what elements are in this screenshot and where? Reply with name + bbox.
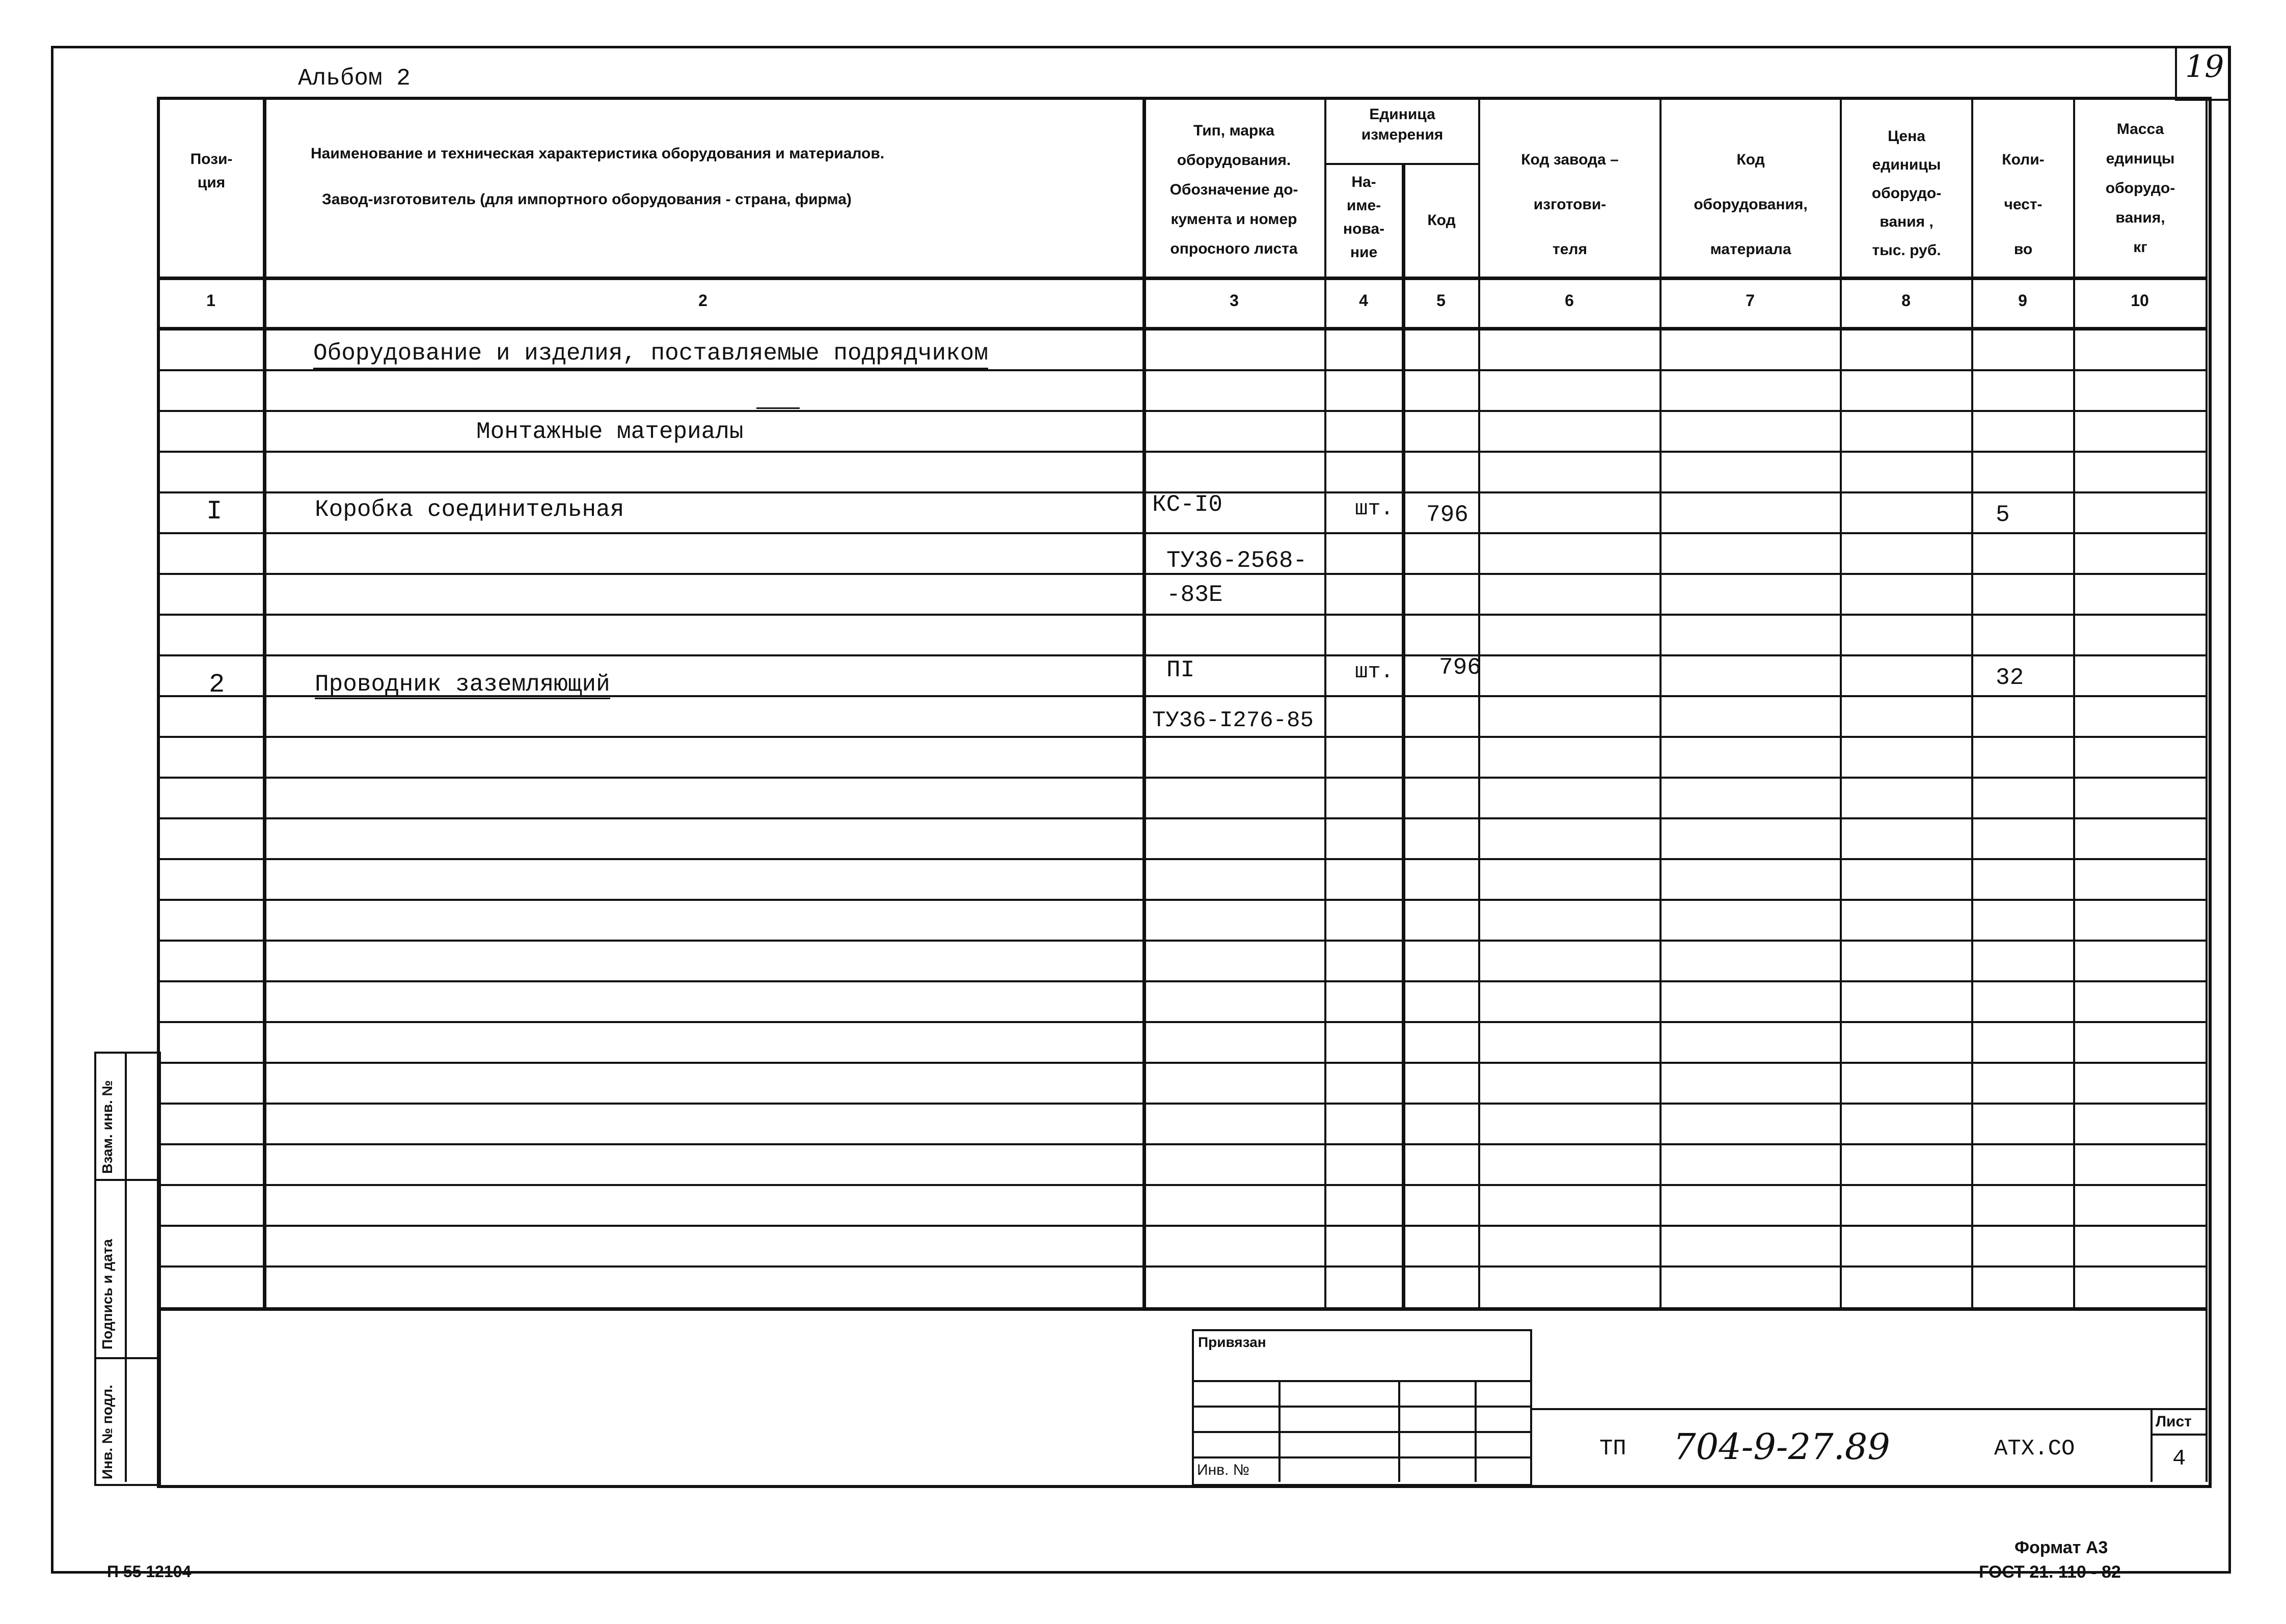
item1-type: КС-I0 <box>1152 491 1223 518</box>
header-col3-l4: кумента и номер <box>1171 211 1297 228</box>
header-col6-l2: изготови- <box>1533 196 1607 213</box>
item2-name: Проводник заземляющий <box>315 671 610 699</box>
item1-code: 796 <box>1426 502 1468 528</box>
header-col7-l3: материала <box>1710 241 1791 258</box>
colnum-8: 8 <box>1901 291 1911 310</box>
row-line <box>157 1103 2208 1105</box>
row-line <box>157 899 2208 901</box>
row-line <box>157 1225 2208 1227</box>
item2-type: ПI <box>1166 657 1195 683</box>
header-col7-l2: оборудования, <box>1694 196 1808 213</box>
header-units-l2: измерения <box>1361 126 1444 143</box>
tp-label: ТП <box>1599 1436 1626 1462</box>
header-col7-l1: Код <box>1736 151 1765 168</box>
header-col8-l1: Цена <box>1888 128 1925 145</box>
item1-unit: шт. <box>1355 497 1394 521</box>
header-col4-l2: име- <box>1346 197 1381 214</box>
header-col2-l1: Наименование и техническая характеристика оборудования и материалов. <box>311 145 885 162</box>
header-col3 <box>1146 116 1322 264</box>
list-box-line <box>2151 1434 2206 1436</box>
side-label-vzam: Взам. инв. № <box>99 1080 115 1174</box>
header-col3-l1: Тип, марка <box>1193 122 1274 139</box>
list-label: Лист <box>2156 1413 2192 1430</box>
album-label: Альбом 2 <box>298 65 411 92</box>
item1-doc2: -83Е <box>1166 582 1223 608</box>
col-divider-10 <box>2206 97 2208 1482</box>
doc-number: 704-9-27.89 <box>1673 1426 1890 1468</box>
header-col10 <box>2076 115 2205 262</box>
table-bottom-line <box>157 1307 2208 1311</box>
section-title: Оборудование и изделия, поставляемые подрядчиком <box>313 340 988 370</box>
header-col9-l3: во <box>2013 241 2033 258</box>
side-stamp-row <box>94 1357 159 1359</box>
header-col6-l3: теля <box>1553 241 1587 258</box>
header-col4-l4: ние <box>1350 244 1378 261</box>
item2-doc1: ТУ36-I276-85 <box>1152 708 1314 733</box>
header-col9 <box>1974 137 2072 272</box>
gost-label: ГОСТ 21. 110 - 82 <box>1979 1562 2121 1582</box>
stamp-privyazan-label: Привязан <box>1198 1334 1266 1350</box>
header-col4-l3: нова- <box>1343 221 1385 237</box>
item1-name: Коробка соединительная <box>315 497 624 523</box>
row-line <box>157 858 2208 860</box>
colnum-bottom-line <box>157 327 2208 331</box>
format-label: Формат А3 <box>2015 1538 2108 1557</box>
header-col3-l2: оборудования. <box>1177 152 1291 169</box>
header-col8-l4: вания , <box>1880 213 1934 230</box>
header-col8 <box>1843 122 1970 265</box>
colnum-2: 2 <box>698 291 707 310</box>
side-label-inv: Инв. № подл. <box>99 1385 115 1479</box>
row-line <box>157 1143 2208 1145</box>
stamp-inv-label: Инв. № <box>1197 1462 1249 1478</box>
header-units-group <box>1327 104 1478 145</box>
row-line <box>157 451 2208 453</box>
header-col10-l3: оборудо- <box>2105 180 2175 197</box>
header-bottom-line <box>157 277 2208 280</box>
header-col3-l5: опросного листа <box>1170 240 1298 257</box>
header-col7 <box>1663 137 1839 272</box>
colnum-7: 7 <box>1746 291 1755 310</box>
list-value: 4 <box>2172 1446 2186 1472</box>
side-label-podpis: Подпись и дата <box>99 1239 115 1350</box>
row-line <box>157 614 2208 616</box>
item2-code: 796 <box>1439 654 1481 681</box>
stamp-row <box>1192 1406 1532 1408</box>
list-box-divider <box>2151 1408 2153 1482</box>
left-footer-code: П 55 12104 <box>107 1562 192 1581</box>
header-col1-l2: ция <box>197 174 226 191</box>
row-line <box>157 817 2208 819</box>
header-col10-l2: единицы <box>2106 150 2175 167</box>
row-line <box>157 940 2208 942</box>
header-units-l1: Единица <box>1369 106 1435 123</box>
stamp-row <box>1192 1431 1532 1433</box>
header-col1-l1: Пози- <box>190 151 233 168</box>
item2-qty: 32 <box>1996 665 2024 691</box>
row-line <box>157 777 2208 779</box>
colnum-3: 3 <box>1230 291 1239 310</box>
header-col4 <box>1327 171 1401 264</box>
colnum-9: 9 <box>2018 291 2027 310</box>
stamp-col <box>1278 1380 1281 1482</box>
colnum-10: 10 <box>2131 291 2149 310</box>
row-line <box>157 532 2208 534</box>
header-col9-l2: чест- <box>2004 196 2043 213</box>
row-line <box>157 1184 2208 1186</box>
item1-doc1: ТУ36-2568- <box>1166 547 1308 574</box>
item1-pos: I <box>206 497 223 527</box>
stamp-col <box>1475 1380 1477 1482</box>
stamp-col <box>1398 1380 1400 1482</box>
side-stamp-row <box>94 1179 159 1181</box>
header-col8-l5: тыс. руб. <box>1872 242 1941 259</box>
header-col6 <box>1481 137 1658 272</box>
item2-unit: шт. <box>1355 659 1394 684</box>
row-line <box>157 654 2208 656</box>
header-col10-l4: вания, <box>2115 209 2165 226</box>
row-line <box>157 980 2208 982</box>
side-stamp-divider <box>125 1052 127 1482</box>
colnum-1: 1 <box>206 291 215 310</box>
atx-label: АТХ.СО <box>1994 1436 2075 1462</box>
page-number: 19 <box>2185 49 2224 85</box>
item2-pos: 2 <box>209 670 225 700</box>
row-line <box>157 410 2208 412</box>
header-col4-l1: На- <box>1351 174 1376 190</box>
header-col5: Код <box>1427 212 1456 229</box>
header-col9-l1: Коли- <box>2002 151 2045 168</box>
colnum-5: 5 <box>1436 291 1446 310</box>
item1-qty: 5 <box>1996 502 2010 528</box>
units-group-divider <box>1324 163 1480 165</box>
row-line <box>157 736 2208 738</box>
header-col1 <box>163 148 260 195</box>
colnum-6: 6 <box>1565 291 1574 310</box>
header-col8-l3: оборудо- <box>1871 185 1942 202</box>
subsection-title: Монтажные материалы <box>476 419 744 445</box>
header-col10-l5: кг <box>2133 239 2147 256</box>
stamp-row <box>1192 1380 1532 1382</box>
header-col6-l1: Код завода – <box>1521 151 1619 168</box>
row-line <box>157 1062 2208 1064</box>
header-col3-l3: Обозначение до- <box>1169 181 1298 198</box>
row-line <box>157 1021 2208 1023</box>
colnum-4: 4 <box>1359 291 1368 310</box>
stamp-row <box>1192 1456 1532 1458</box>
header-col8-l2: единицы <box>1872 156 1941 173</box>
title-block-top <box>1531 1408 2206 1410</box>
header-col10-l1: Масса <box>2116 121 2164 137</box>
header-col2-l2: Завод-изготовитель (для импортного оборудования - страна, фирма) <box>322 191 852 208</box>
row-line <box>157 1265 2208 1268</box>
section-dash <box>756 407 800 409</box>
